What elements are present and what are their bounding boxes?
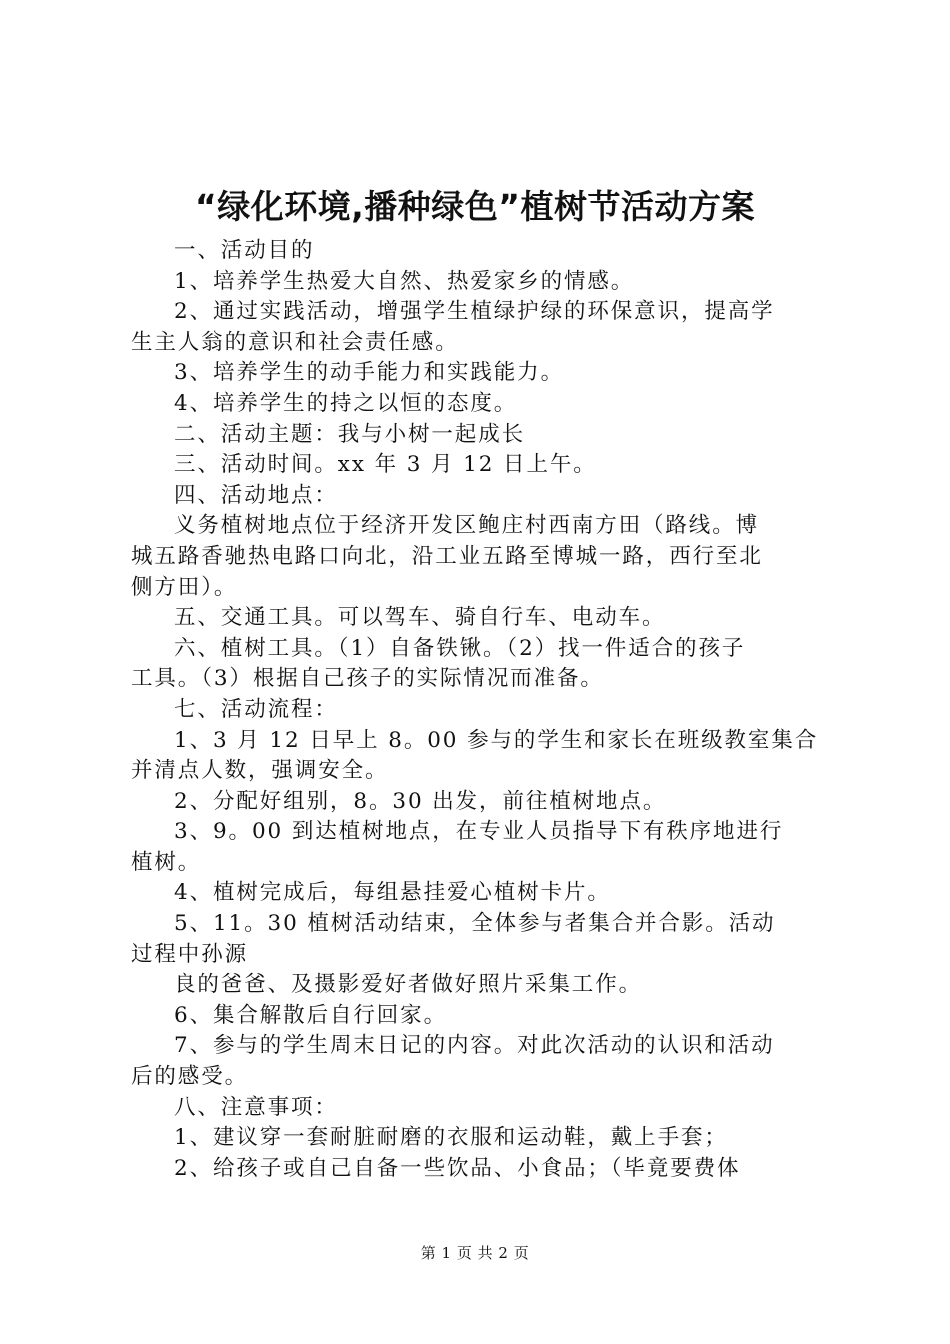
paragraph-line: 义务植树地点位于经济开发区鲍庄村西南方田（路线。博 <box>174 513 760 539</box>
paragraph-line: 7、参与的学生周末日记的内容。对此次活动的认识和活动 <box>174 1033 775 1059</box>
paragraph-line: 2、给孩子或自己自备一些饮品、小食品；（毕竟要费体 <box>174 1155 741 1181</box>
paragraph-line: 四、活动地点： <box>174 482 338 508</box>
paragraph-line: 6、集合解散后自行回家。 <box>174 1002 447 1028</box>
paragraph-line: 八、注意事项： <box>174 1094 338 1120</box>
paragraph-line: 七、活动流程： <box>174 696 338 722</box>
paragraph-line: 良的爸爸、及摄影爱好者做好照片采集工作。 <box>174 972 643 998</box>
paragraph-line: 三、活动时间。xx 年 3 月 12 日上午。 <box>174 452 597 478</box>
paragraph-line: 3、9。00 到达植树地点，在专业人员指导下有秩序地进行 <box>174 819 784 845</box>
paragraph-line: 4、植树完成后，每组悬挂爱心植树卡片。 <box>174 880 611 906</box>
paragraph-line: 1、3 月 12 日早上 8。00 参与的学生和家长在班级教室集合 <box>174 727 819 753</box>
paragraph-line: 后的感受。 <box>131 1064 249 1090</box>
paragraph-line: 一、活动目的 <box>174 238 315 263</box>
paragraph-line: 六、植树工具。（1）自备铁锹。（2）找一件适合的孩子 <box>174 635 746 661</box>
paragraph-line: 五、交通工具。可以驾车、骑自行车、电动车。 <box>174 605 666 631</box>
paragraph-line: 工具。（3）根据自己孩子的实际情况而准备。 <box>131 666 604 692</box>
paragraph-line: 二、活动主题：我与小树一起成长 <box>174 421 526 447</box>
page-footer: 第 1 页 共 2 页 <box>420 1244 530 1262</box>
paragraph-line: 1、培养学生热爱大自然、热爱家乡的情感。 <box>174 268 635 294</box>
paragraph-line: 生主人翁的意识和社会责任感。 <box>131 329 459 355</box>
paragraph-line: 1、建议穿一套耐脏耐磨的衣服和运动鞋，戴上手套； <box>174 1125 728 1151</box>
document-title: “绿化环境,播种绿色”植树节活动方案 <box>195 187 755 226</box>
paragraph-line: 并清点人数，强调安全。 <box>131 758 389 784</box>
document-body <box>131 236 831 1184</box>
paragraph-line: 5、11。30 植树活动结束，全体参与者集合并合影。活动 <box>174 911 776 937</box>
paragraph-line: 植树。 <box>131 849 202 875</box>
paragraph-line: 3、培养学生的动手能力和实践能力。 <box>174 360 564 386</box>
paragraph-line: 过程中孙源 <box>131 941 249 967</box>
paragraph-line: 2、通过实践活动，增强学生植绿护绿的环保意识，提高学 <box>174 299 775 325</box>
paragraph-line: 侧方田）。 <box>131 574 238 600</box>
paragraph-line: 城五路香驰热电路口向北，沿工业五路至博城一路，西行至北 <box>131 543 763 569</box>
paragraph-line: 4、培养学生的持之以恒的态度。 <box>174 390 518 416</box>
paragraph-line: 2、分配好组别，8。30 出发，前往植树地点。 <box>174 788 667 814</box>
